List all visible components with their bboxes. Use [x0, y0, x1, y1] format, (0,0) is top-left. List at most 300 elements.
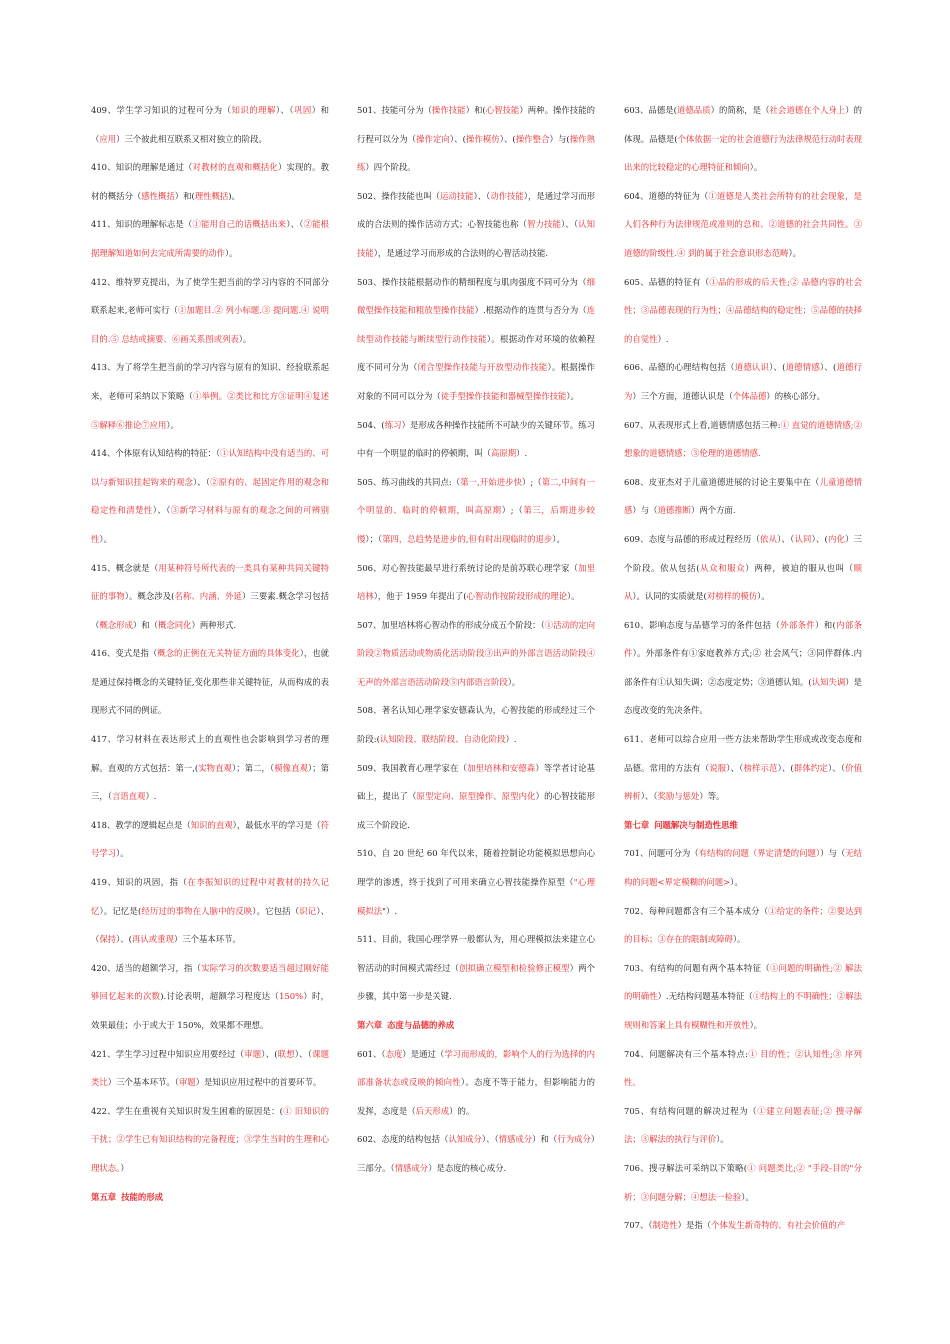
question-text: ）是形成各种操作技能所不可缺少的关键环节。练习中有一个明显的临时的停顿期，叫（ [357, 419, 595, 459]
question-text: 602、态度的结构包括（ [357, 1134, 449, 1145]
question-paragraph [624, 1211, 862, 1240]
question-text: ）。 [552, 533, 565, 544]
question-paragraph [624, 268, 862, 354]
answer-text: 第三，后期进步较慢 [357, 505, 596, 544]
question-text: 705、有结构问题的解决过程为（ [624, 1105, 758, 1116]
answer-text: ① 目的性；②认知性;③ 序列性。 [624, 1048, 862, 1088]
answer-text: 闭合型操作技能与开放型动作技能 [417, 362, 548, 373]
question-text: 414、个体原有认知结构的特征：（ [91, 448, 221, 459]
answer-text: 从众和服众 [699, 562, 746, 573]
question-text: 704、问题解决有三个基本特点: [624, 1048, 748, 1059]
question-text: ）、（ [193, 476, 211, 487]
question-text: 419、知识的巩固，指（ [91, 877, 188, 888]
answer-text: 学习而形成的，影响个人的行为选择的内部准备状态或反映的倾向性 [357, 1048, 596, 1088]
question-text: ）是态度改变的先决条件。 [624, 676, 863, 716]
question-text: 418、教学的逻辑起点是（ [91, 819, 191, 830]
question-text: ）。外部条件有①家庭教养方式;② 社会风气；③同伴群体.内部条件有①认知失调；②态度定势；③道德认知。( [624, 648, 863, 687]
question-text: ）。态度不等于能力，但影响能力的发挥，态度是（ [357, 1077, 595, 1116]
question-text: 415、概念就是（ [91, 562, 159, 573]
answer-text: 对榜样的模仿 [706, 591, 758, 602]
answer-text: 感性概括 [141, 190, 175, 201]
answer-text: 再认或重现 [131, 934, 174, 945]
question-text: 504、( [357, 419, 385, 430]
answer-text: 经历过的事物在人脑中的反映 [141, 905, 253, 916]
answer-text: 内部条件 [624, 619, 863, 659]
answer-text: ③新学习材料与原有的观念之间的可辨别性 [91, 505, 329, 544]
answer-text: 行为成分 [557, 1134, 591, 1145]
answer-text: 操作技能 [431, 105, 466, 115]
question-paragraph [91, 153, 329, 210]
question-text: ）和( [465, 105, 486, 115]
question-text: ）、（ [294, 1048, 313, 1059]
answer-text: ①品的形成的后天性;② 品德内容的社会性；③品德表现的行为性；④品德结构的稳定性；⑤品德的抉择的自觉性 [624, 276, 862, 344]
question-text: 511、目前，我国心理学界一般都认为，用心理模拟法来建立心智活动的时间模式需经过（ [357, 934, 595, 973]
question-text: ）和（ [532, 1134, 558, 1145]
chapter-title: 第五章 技能的形成 [91, 1191, 164, 1202]
question-text: 703、有结构的问题有两个基本特征（ [624, 962, 770, 973]
question-text: ）、（ [152, 505, 171, 516]
question-text: ）、( [116, 934, 132, 945]
answer-text: 认知失调 [811, 676, 846, 687]
question-text: ）等。 [699, 791, 725, 802]
answer-text: 名称、内涵、外延 [174, 591, 242, 602]
question-text: ）三个基本环节。 [173, 934, 241, 945]
question-text: ）、（ [726, 762, 744, 773]
chapter-heading [624, 811, 862, 840]
answer-text: 应用 [99, 133, 117, 144]
question-text: 604、道德的特征为（ [624, 190, 709, 201]
answer-text: 审题 [178, 1077, 196, 1088]
question-paragraph [624, 468, 862, 525]
question-text: ）；第三，（ [91, 762, 330, 802]
question-text: 607、从表现形式上看,道德情感包括三种: [624, 419, 781, 430]
answer-text: 群体约定 [793, 762, 828, 773]
answer-text: 操作定向 [416, 133, 450, 144]
question-text: ）与（ [632, 505, 658, 516]
question-text: ）。 [99, 533, 112, 544]
answer-text: 情感成分 [498, 1134, 533, 1145]
question-text: ）。它包括（ [252, 905, 300, 916]
question-text: ）；（ [365, 533, 383, 544]
question-text: ）。 [566, 591, 580, 602]
answer-text: ① 问题类比;② "手段-目的"分析；③问题分解；④想法一检验 [624, 1162, 862, 1202]
question-paragraph [357, 411, 595, 468]
answer-text: ①活动的定向阶段②物质活动或物质化活动阶段③出声的外部言语活动阶段④无声的外部言语活动阶段⑤内部语言阶段 [357, 619, 595, 687]
question-text: ）两种形式. [191, 619, 237, 630]
question-text: 707、（ [624, 1220, 653, 1231]
question-text: ）。 [749, 162, 763, 173]
answer-text: 第二,中间有一个明显的、临时的停顿期，叫高原期 [357, 476, 596, 516]
question-paragraph [91, 439, 329, 553]
answer-text: 知识的理解 [231, 105, 276, 115]
answer-text: 社会道德在个人身上 [769, 105, 846, 115]
question-text: ）、（ [640, 791, 658, 802]
answer-text: ① 直觉的道德情感;②想象的道德情感；③伦理的道德情感. [624, 419, 863, 459]
question-text: ）、（ [481, 1134, 499, 1145]
answer-text: 概念的正例在无关特征方面的具体变化 [157, 648, 300, 659]
answer-text: 外部条件 [780, 619, 816, 630]
answer-text: 认知技能 [357, 219, 595, 258]
answer-text: 符号学习 [91, 819, 329, 859]
question-text: 510、自 20 世纪 60 年代以来，随着控制论功能模拟思想向心理学的渗透，终于找到了可用来确立心智技能操作原型（ [357, 848, 595, 888]
question-text: ）、（ [275, 105, 295, 115]
question-paragraph [91, 868, 329, 954]
answer-text: ①结构上的不明确性；②解法规则和答案上具有模糊性和开放性 [624, 991, 863, 1030]
question-paragraph [357, 696, 595, 753]
answer-text: 概念同化 [158, 619, 192, 630]
question-text: ） [120, 1162, 129, 1173]
question-text: ）四个阶段。 [365, 162, 416, 173]
column-left [91, 96, 329, 1211]
answer-text: ①加题目.② 列小标题.③ 提问题.④ 说明目的.⑤ 总结或摘要、⑥画关系图或列表 [91, 305, 329, 344]
question-paragraph [91, 811, 329, 868]
question-text: ）的体现。品德是( [624, 105, 863, 144]
answer-text: ①举例。②类比和比方③证明④复述⑤解释⑥推论⑦应用 [91, 390, 330, 430]
answer-text: 无结构的问题<界定模糊的问题> [624, 848, 863, 888]
question-paragraph [624, 182, 862, 268]
question-paragraph [357, 611, 595, 697]
answer-text: 原型定向、原型操作、原型内化 [416, 791, 536, 802]
question-paragraph [91, 1040, 329, 1097]
answer-text: 对教材的直观和概括化 [192, 162, 278, 173]
answer-text: 运动技能 [440, 190, 474, 201]
question-text: ），最低水平的学习是（ [232, 819, 321, 830]
question-text: ）等学者讨论基础上，提出了（ [357, 762, 595, 802]
question-paragraph [624, 611, 862, 725]
question-text: ）三个阶段。依从包括( [624, 533, 863, 573]
chapter-heading [91, 1183, 329, 1212]
question-text: 409、学生学习知识的过程可分为（ [91, 105, 232, 115]
question-text: 416、变式是指（ [91, 648, 158, 659]
answer-text: 后天形成 [415, 1105, 450, 1116]
question-text: ）. [516, 448, 528, 459]
answer-text: 理性概括 [194, 190, 229, 201]
question-text: ）、( [261, 1048, 278, 1059]
answer-text: 智力技能 [527, 219, 561, 230]
question-text: 507、加里培林将心智动作的形成分成五个阶段：（ [357, 619, 545, 630]
question-paragraph [91, 554, 329, 640]
question-text: ）、（ [777, 533, 795, 544]
chapter-title: 第七章 问题解决与制造性思维 [624, 819, 738, 830]
question-paragraph [91, 210, 329, 267]
question-text: 609、态度与品德的形成过程经历（ [624, 533, 761, 544]
question-text: ）两种。操作技能的行程可以分为（ [357, 105, 596, 144]
answer-text: 道德行为 [624, 362, 863, 401]
answer-text: ①建立问题表征;② 搜寻解法；③解法的执行与评价 [624, 1105, 863, 1145]
question-text: ）两种，被迫的服从也叫（ [745, 562, 854, 573]
question-text: ）、（ [473, 190, 491, 201]
answer-text: 第一,开始进步快 [460, 476, 522, 487]
question-text: ）。 [749, 1020, 763, 1030]
question-text: ）. [145, 791, 157, 802]
question-text: ）. [505, 734, 517, 745]
answer-text: 模像直观 [274, 762, 308, 773]
question-text: ）、（ [827, 762, 846, 773]
question-paragraph [624, 353, 862, 410]
question-text: ）。 [730, 877, 743, 888]
answer-text: 个体依据一定的社会道德行为法律规范行动时表现出来的比较稳定的心理特征和倾向 [624, 133, 862, 173]
answer-text: 依从 [760, 533, 778, 544]
question-text: 611、老师可以综合应用一些方法来帮助学生形成或改变态度和品德。常用的方法有（ [624, 734, 862, 773]
question-text: ）、( [811, 533, 828, 544]
question-text: ）两个步骤，其中第一步是关键. [357, 962, 596, 1002]
answer-text: 道德品质 [676, 105, 711, 115]
answer-text: 操作整合 [515, 133, 550, 144]
question-text: ）是态度的核心成分. [428, 1162, 507, 1173]
answer-text: 价值辨析 [624, 762, 863, 802]
question-paragraph [624, 1154, 862, 1211]
question-paragraph [624, 725, 862, 811]
answer-text: 巩固 [294, 105, 312, 115]
question-text: 410、知识的理解是通过（ [91, 162, 193, 173]
answer-text: 说服 [709, 762, 727, 773]
question-text: 702、每种问题都含有三个基本成分（ [624, 905, 769, 916]
answer-text: 加里培林 [357, 562, 596, 602]
answer-text: 细微型操作技能和粗放型操作技能 [357, 276, 595, 316]
answer-text: 用某种符号所代表的一类具有某种共同关键特征的事物 [91, 562, 329, 602]
question-text: ）两个方面. [691, 505, 736, 516]
question-text: ）三个彼此相互联系又相对独立的阶段。 [116, 133, 267, 144]
question-paragraph [91, 1097, 329, 1183]
answer-text: 个体发生新奇特的、有社会价值的产 [711, 1220, 846, 1231]
question-text: ）。 [732, 934, 746, 945]
answer-text: 审题 [244, 1048, 262, 1059]
question-paragraph [91, 96, 329, 153]
question-text: ）。 [507, 676, 521, 687]
answer-text: 顺从 [624, 562, 863, 602]
question-text: 701、问题可分为（ [624, 848, 699, 859]
answer-text: ①能用自己的话概括出来 [192, 219, 287, 230]
question-text: 605、品德的特征有（ [624, 276, 710, 287]
answer-text: 徒手型操作技能和器械型操作技能 [440, 390, 567, 401]
question-text: 412、维特罗克提出，为了使学生把当前的学习内容的不同部分联系起来,老师可实行（ [91, 276, 329, 316]
question-paragraph [357, 268, 595, 411]
question-text: ）三个方面，道德认识是（ [632, 390, 733, 401]
question-text: ）与（ [820, 848, 846, 859]
question-text: ）和( [815, 619, 836, 630]
question-text: ).讨论表明，超额学习程度达（ [160, 991, 280, 1002]
answer-text: 认知阶段、联结阶段、自动化阶段 [379, 734, 506, 745]
question-text: ）的。 [449, 1105, 475, 1116]
answer-text: 心智动作按阶段形成的理论 [466, 591, 567, 602]
answer-text: 保持 [99, 934, 117, 945]
answer-text: 150% [279, 991, 304, 1002]
answer-text: 道德推断 [657, 505, 691, 516]
question-text: ）三部分。（ [357, 1134, 596, 1173]
question-text: ）的心智技能形成三个阶段论. [357, 791, 596, 830]
question-paragraph [357, 839, 595, 925]
question-text: ）。记忆是( [99, 905, 142, 916]
answer-text: 实际学习的次数要适当超过刚好能够回忆起来的次数 [91, 962, 329, 1002]
answer-text: "心理模拟法 [357, 877, 595, 916]
question-text: ）。认同的实质就是( [632, 591, 707, 602]
question-paragraph [624, 411, 862, 468]
question-text: ）、（ [561, 219, 579, 230]
question-paragraph [91, 268, 329, 354]
question-text: 505、练习曲线的共同点:（ [357, 476, 461, 487]
question-text: ）的简称，是（ [710, 105, 770, 115]
answer-text: 奖励与惩处 [657, 791, 700, 802]
answer-text: 榜样示范 [743, 762, 778, 773]
answer-text: 高原期 [491, 448, 517, 459]
answer-text: 言语直观 [111, 791, 146, 802]
answer-text: 加里培林和安德森 [467, 762, 536, 773]
question-paragraph [91, 954, 329, 1040]
question-paragraph [624, 96, 862, 182]
answer-text: 操作熟练 [357, 133, 596, 173]
question-text: 706、搜寻解法可采纳以下策略( [624, 1162, 747, 1173]
question-paragraph [624, 897, 862, 954]
answer-text: 态度 [385, 1048, 403, 1059]
question-text: ）和（ [91, 105, 330, 144]
question-paragraph [624, 1097, 862, 1154]
answer-text: ①认知结构中没有适当的、可以与新知识挂起钩来的观念 [91, 448, 330, 487]
question-text: ）与( [549, 133, 570, 144]
question-paragraph [357, 182, 595, 268]
question-text: ）. [657, 333, 669, 344]
question-text: 603、品德是( [624, 105, 677, 115]
question-text: ）。 [116, 848, 129, 859]
question-text: ）;（ [522, 476, 542, 487]
question-text: ）。概念涉及( [124, 591, 175, 602]
question-paragraph [357, 96, 595, 182]
question-text: 421、学生学习过程中知识应用要经过（ [91, 1048, 245, 1059]
question-text: ）三个基本环节。（ [107, 1077, 179, 1088]
question-text: 610、影响态度与品德学习的条件包括（ [624, 619, 781, 630]
answer-text: 心智技能 [485, 105, 520, 115]
answer-text: 道德认识 [734, 362, 770, 373]
question-text: ）是通过（ [402, 1048, 445, 1059]
question-paragraph [357, 925, 595, 1011]
question-paragraph [357, 554, 595, 611]
question-text: 422、学生在重视有关知识时发生困难的原因是：( [91, 1105, 283, 1116]
question-text: ）。 [716, 1134, 729, 1145]
answer-text: 儿童道德情感 [624, 476, 862, 516]
question-paragraph [357, 754, 595, 840]
question-paragraph [624, 954, 862, 1040]
question-text: ）。 [166, 419, 179, 430]
question-text: ）实现的。教材的概括分（ [91, 162, 330, 201]
question-text: ）。 [788, 247, 802, 258]
answer-text: 连续型动作技能与断续型行动作技能 [357, 305, 595, 344]
chapter-heading [357, 1011, 595, 1040]
answer-text: ①道德是人类社会所特有的社会现象，是人们各种行为法律规范或准则的总和、②道德的社会共同性。③道德的阶级性.④ 到的属于社会意识形态范畴 [624, 190, 862, 258]
answer-text: 概念形成 [99, 619, 133, 630]
question-text: 509、我国教育心理学家在（ [357, 762, 468, 773]
question-text: ）的核心部分。 [766, 390, 825, 401]
answer-text: 知识的直观 [190, 819, 233, 830]
question-text: ），是通过学习而形成的合法则的心智活动技能. [373, 247, 549, 258]
question-text: 601、（ [357, 1048, 386, 1059]
question-text: ）。根据操作对象的不同可以分为（ [357, 362, 596, 401]
question-text: )。 [228, 190, 240, 201]
question-text: "）. [382, 905, 398, 916]
question-paragraph [357, 1125, 595, 1182]
question-paragraph [91, 639, 329, 725]
question-text: ）、( [777, 762, 794, 773]
answer-text: 认同 [794, 533, 812, 544]
answer-text: 制造性 [652, 1220, 678, 1231]
question-text: ）.根据动作的连贯与否分为（ [474, 305, 587, 316]
question-text: ）、( [769, 362, 786, 373]
question-text: ）和( [174, 190, 195, 201]
question-text: 503、操作技能根据动作的精细程度与肌肉强度不同可分为（ [357, 276, 587, 287]
question-text: ）、( [499, 133, 516, 144]
question-text: ）。根据动作对环境的依赖程度不同可分为（ [357, 333, 596, 373]
answer-text: 联想 [277, 1048, 295, 1059]
answer-text: 情感成分 [394, 1162, 429, 1173]
question-text: ）和（ [132, 619, 158, 630]
answer-text: 有结构的问题（界定清楚的问题） [698, 848, 821, 859]
column-middle [357, 96, 595, 1183]
question-text: ）;（ [501, 505, 524, 516]
question-text: ）是指（ [677, 1220, 712, 1231]
question-text: 606、品德的心理结构包括（ [624, 362, 735, 373]
question-text: ），也就是通过保持概念的关键特征,变化那些非关键特征，从而构成的表现形式不同的例证。 [91, 648, 329, 716]
question-text: ）时，效果最佳；小于或大于 150%，效果都不理想。 [91, 991, 330, 1030]
question-paragraph [357, 1040, 595, 1126]
question-paragraph [624, 1040, 862, 1097]
column-right [624, 96, 862, 1240]
question-paragraph [357, 468, 595, 554]
question-paragraph [91, 353, 329, 439]
question-paragraph [624, 839, 862, 896]
question-text: 508、著名认知心理学家安德森认为，心智技能的形成经过三个阶段:( [357, 705, 595, 745]
question-text: ）。 [238, 333, 252, 344]
answer-text: 创拟确立模型和检验修正模型 [459, 962, 570, 973]
answer-text: 课题类比 [91, 1048, 330, 1088]
question-text: ）；第二，（ [231, 762, 275, 773]
answer-text: 动作技能 [490, 190, 524, 201]
answer-text: ②能根据理解知道如何去完成所需要的动作 [91, 219, 329, 258]
question-paragraph [624, 525, 862, 611]
question-paragraph [91, 725, 329, 811]
question-text: 502、操作技能也叫（ [357, 190, 441, 201]
question-text: ）、( [819, 362, 837, 373]
question-text: ）.无结构问题基本特征（ [657, 991, 753, 1002]
question-text: 411、知识的理解标志是（ [91, 219, 193, 230]
question-text: 413、为了将学生把当前的学习内容与原有的知识、经验联系起来，老师可采纳以下策略（ [91, 362, 329, 401]
answer-text: 内化 [827, 533, 846, 544]
answer-text: 练习 [384, 419, 402, 430]
answer-text: ①给定的条件；②要达到的目标；③存在的限制或障碍 [624, 905, 862, 945]
question-text: ）、（ [91, 905, 330, 945]
question-text: 420、适当的超额学习，指（ [91, 962, 202, 973]
question-text: 501、技能可分为（ [357, 105, 432, 115]
answer-text: 在李振知识的过程中对教材的持久记忆 [91, 877, 329, 916]
question-text: ）。 [741, 1191, 754, 1202]
answer-text: 实物直观 [198, 762, 232, 773]
answer-text: 识记 [299, 905, 317, 916]
question-text: ），是通过学习而形成的合法则的操作活动方式；心智技能也称（ [357, 190, 595, 230]
question-text: ）、( [449, 133, 466, 144]
answer-text: 认知成分 [448, 1134, 482, 1145]
answer-text: ① 旧知识的干扰；②学生已有知识结构的完备程度；③学生当时的生理和心理状态。 [91, 1105, 329, 1173]
chapter-title: 第六章 态度与品德的养成 [357, 1020, 455, 1030]
answer-text: ②原有的、起固定作用的观念和稳定性和清楚性 [91, 476, 329, 516]
question-text: 506、对心智技能最早进行系统讨论的是前苏联心理学家（ [357, 562, 579, 573]
question-text: ）。 [757, 591, 770, 602]
question-text: ）、（ [286, 219, 304, 230]
answer-text: 第四，总趋势是进步的,但有时出现临时的退步 [382, 533, 553, 544]
answer-text: 道德情感 [785, 362, 820, 373]
answer-text: 个体品德 [732, 390, 767, 401]
question-text: ）。 [566, 390, 579, 401]
answer-text: ①问题的明确性;② 解法的明确性 [624, 962, 863, 1002]
question-text: 417、学习材料在表达形式上的直观性也会影响到学习者的理解。直观的方式包括：第一,( [91, 734, 329, 773]
question-text: ），他于 1959 年提出了( [373, 591, 467, 602]
question-text: ）。 [225, 247, 238, 258]
